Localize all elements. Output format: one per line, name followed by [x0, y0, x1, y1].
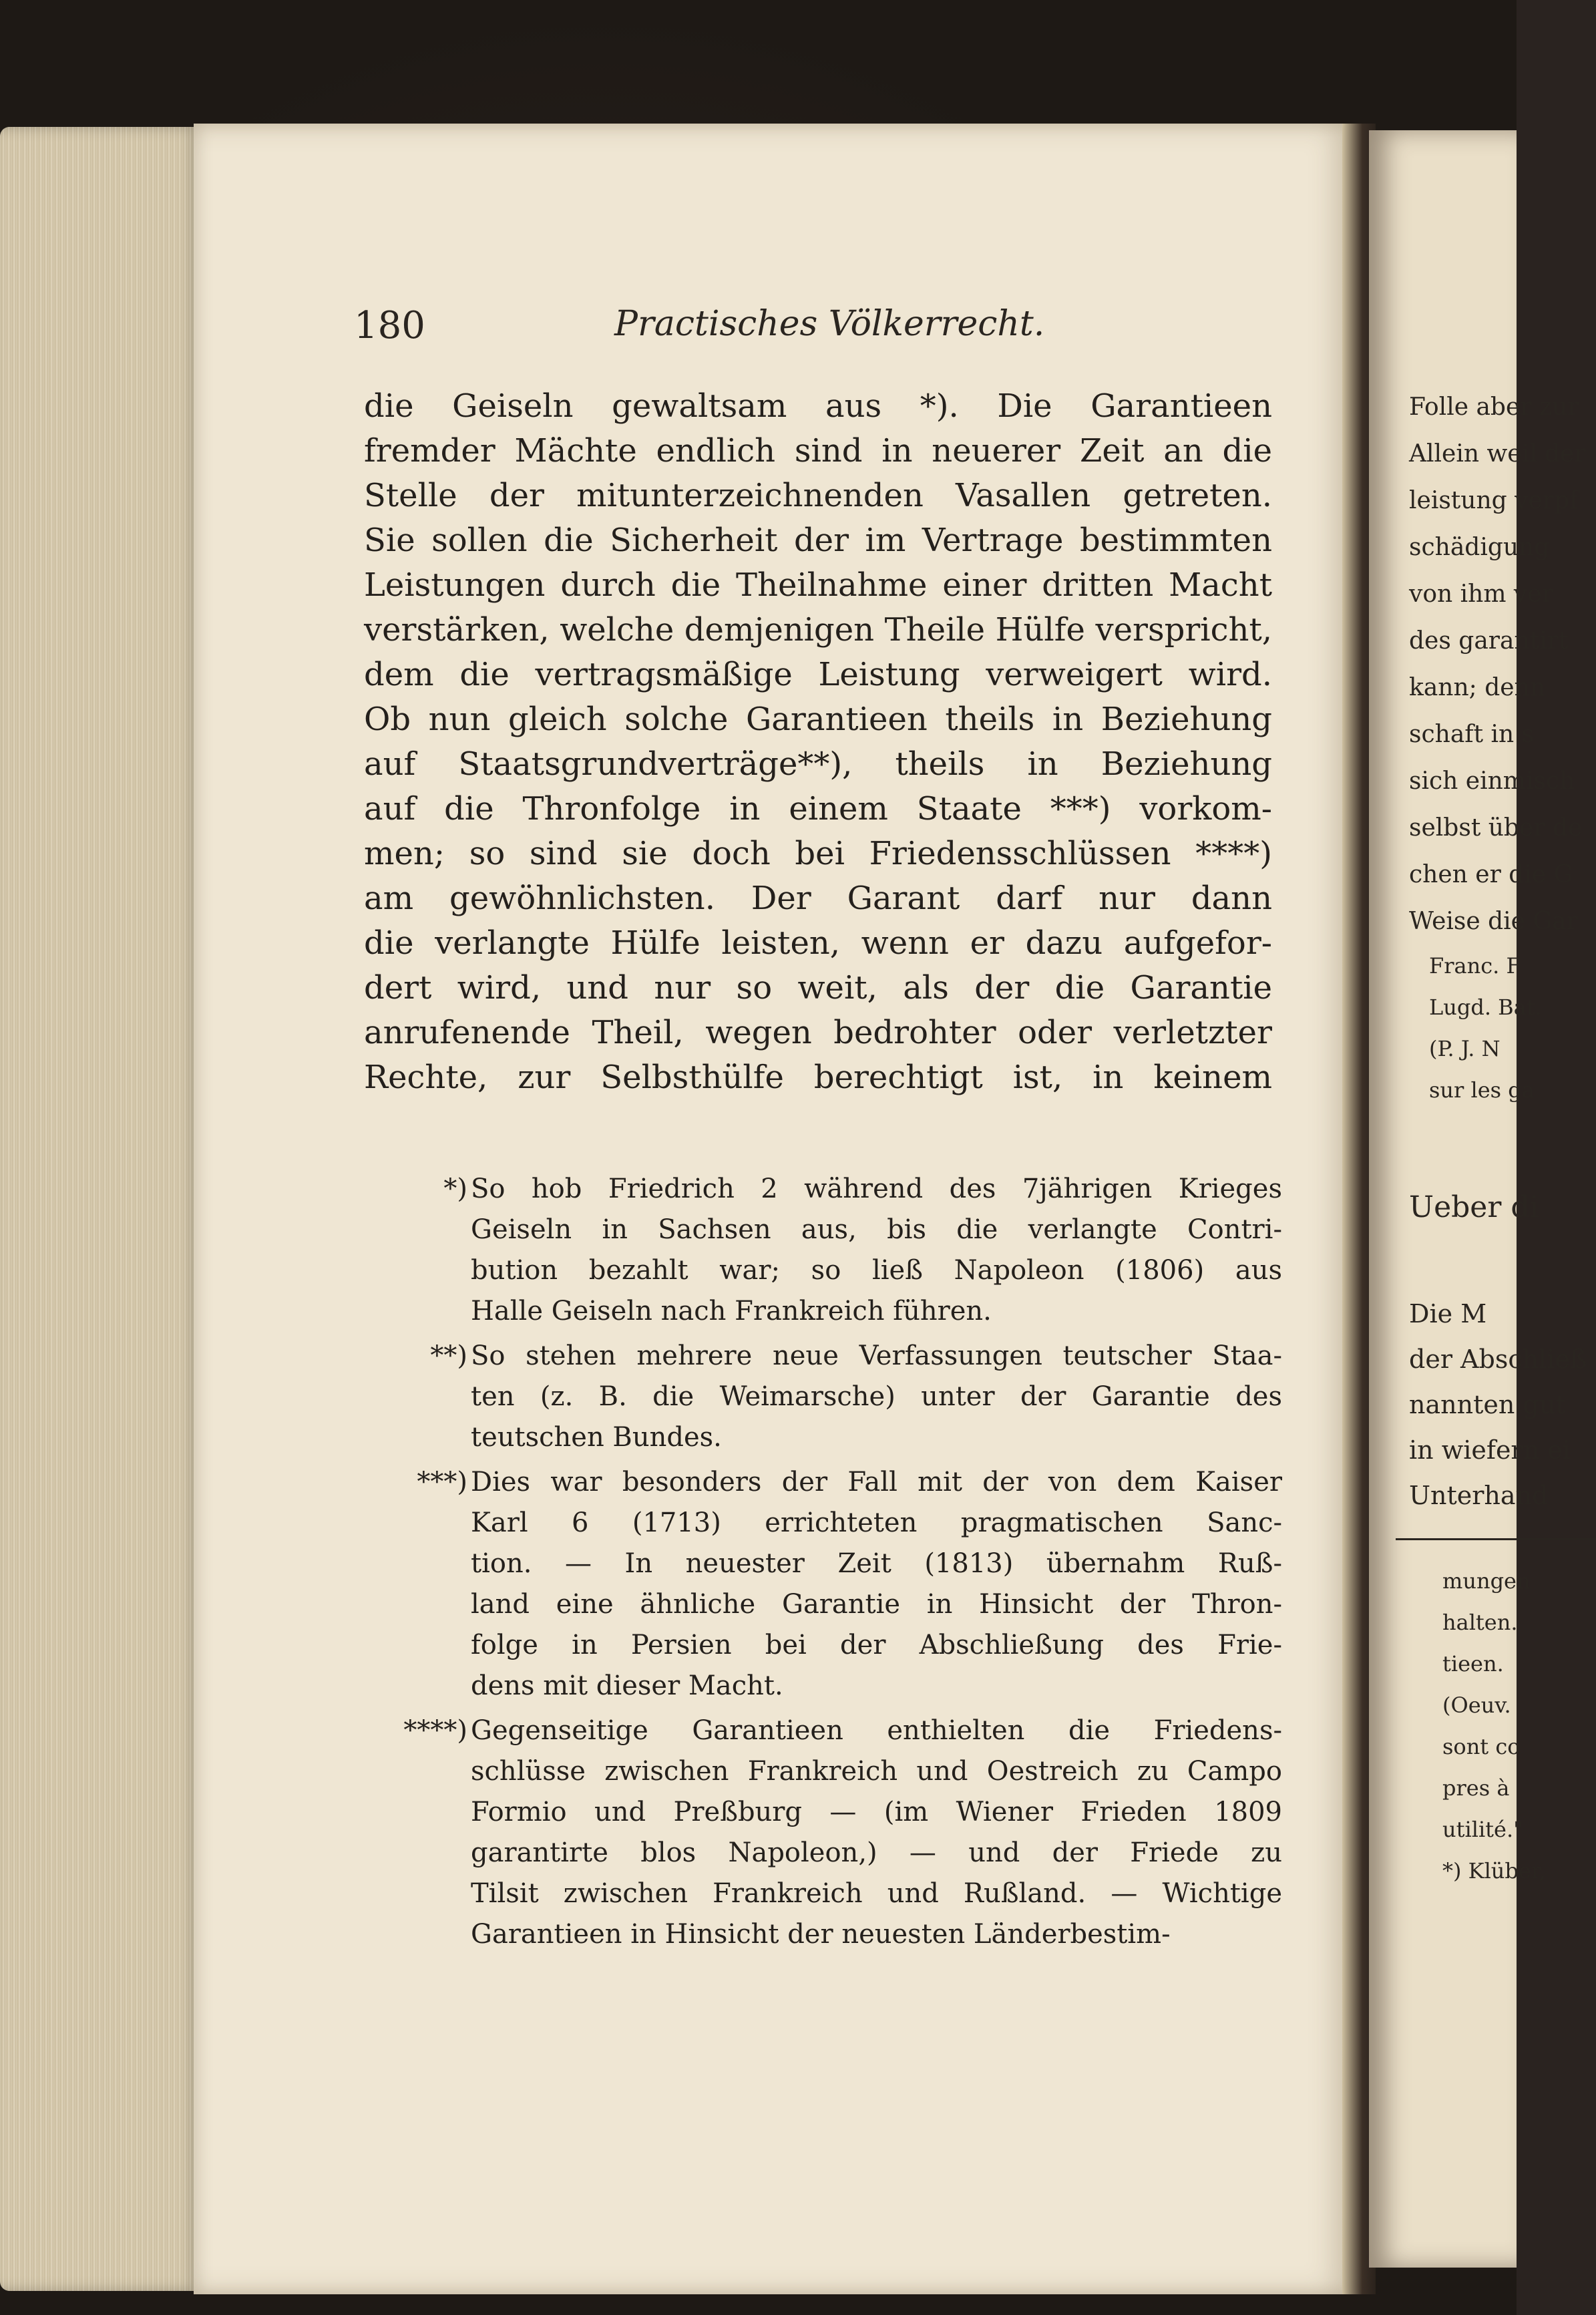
body-line: Sie sollen die Sicherheit der im Vertrage bestimmten	[364, 522, 1272, 559]
main-text	[364, 384, 1272, 1100]
facing-page-note-line: *) Klüber,	[1442, 1858, 1546, 1884]
facing-page-line: leistung verpf	[1409, 487, 1579, 514]
facing-page-note-line: pres à	[1442, 1775, 1510, 1801]
facing-page-ref-line: Lugd. Bat.	[1429, 995, 1542, 1020]
book-page-edges	[0, 127, 200, 2291]
running-title: Practisches Völkerrecht.	[614, 304, 1045, 344]
footnote-line: Geiseln in Sachsen aus, bis die verlangte Contri-	[471, 1214, 1282, 1245]
facing-page-line: schaft in s	[1409, 721, 1535, 748]
facing-page-fragment	[1369, 130, 1587, 2268]
facing-page-mid	[1369, 1291, 1587, 1518]
footnote-line: dens mit dieser Macht.	[471, 1670, 783, 1701]
facing-page-line: chen er die G	[1409, 861, 1573, 888]
facing-page-line: in wiefern ei	[1409, 1435, 1571, 1465]
body-line: am gewöhnlichsten. Der Garant darf nur dann	[364, 880, 1272, 917]
facing-page-note-line: halten.	[1442, 1610, 1518, 1635]
facing-page-heading	[1369, 1184, 1539, 1231]
footnote-line: land eine ähnliche Garantie in Hinsicht der Thron-	[471, 1589, 1282, 1620]
footnote-mark: ****)	[403, 1715, 467, 1746]
body-line: die Geiseln gewaltsam aus *). Die Garantieen	[364, 387, 1272, 425]
body-line: die verlangte Hülfe leisten, wenn er dazu aufgefor-	[364, 924, 1272, 962]
facing-page-line: sich einmisch	[1409, 767, 1575, 795]
footnote-line: folge in Persien bei der Abschließung des Frie-	[471, 1630, 1282, 1660]
footnote-mark: *)	[443, 1174, 467, 1204]
body-line: anrufenende Theil, wegen bedrohter oder verletzter	[364, 1014, 1272, 1051]
footnote-line: ten (z. B. die Weimarsche) unter der Garantie des	[471, 1381, 1282, 1412]
footnote-line: So hob Friedrich 2 während des 7jährigen Krieges	[471, 1174, 1282, 1204]
body-line: Leistungen durch die Theilnahme einer dritten Macht	[364, 566, 1272, 604]
page-header	[354, 304, 1302, 357]
facing-page-note-line: sont co	[1442, 1734, 1521, 1759]
body-line: fremder Mächte endlich sind in neuerer Zeit an die	[364, 432, 1272, 470]
facing-page-line: von ihm ver	[1409, 580, 1553, 608]
facing-page-rule	[1396, 1538, 1596, 1540]
facing-page-line: Allein weil der	[1409, 440, 1586, 468]
footnote	[374, 1462, 1282, 1707]
footnote	[374, 1336, 1282, 1458]
facing-page-refs	[1369, 945, 1542, 1111]
page-number: 180	[354, 304, 425, 347]
body-line: dem die vertragsmäßige Leistung verweigert wird.	[364, 656, 1272, 693]
body-line: verstärken, welche demjenigen Theile Hülfe verspricht,	[364, 611, 1272, 649]
body-line: Stelle der mitunterzeichnenden Vasallen getreten.	[364, 477, 1272, 514]
footnote-line: Gegenseitige Garantieen enthielten die Friedens-	[471, 1715, 1282, 1746]
footnote-line: teutschen Bundes.	[471, 1422, 722, 1453]
body-line: auf die Thronfolge in einem Staate ***) vorkom-	[364, 790, 1272, 828]
footnotes	[374, 1169, 1282, 1959]
facing-page-note-line: mungen	[1442, 1568, 1531, 1594]
footnote-line: Karl 6 (1713) errichteten pragmatischen Sanc-	[471, 1507, 1282, 1538]
facing-page-ref-line: sur les ga	[1429, 1077, 1535, 1103]
body-line: men; so sind sie doch bei Friedensschlüssen ****)	[364, 835, 1272, 872]
footnote-line: Tilsit zwischen Frankreich und Rußland. — Wichtige	[471, 1878, 1282, 1909]
footnote-line: Halle Geiseln nach Frankreich führen.	[471, 1296, 992, 1326]
facing-page-line: der Abschließ	[1409, 1345, 1587, 1374]
facing-page-note-line: utilité."	[1442, 1817, 1523, 1842]
footnote-line: schlüsse zwischen Frankreich und Oestreich zu Campo	[471, 1756, 1282, 1787]
facing-page-line: schädigung	[1409, 534, 1550, 561]
footnote	[374, 1169, 1282, 1332]
footnote-mark: ***)	[417, 1467, 467, 1497]
facing-page-line: des garantirt	[1409, 627, 1569, 655]
footnote-line: So stehen mehrere neue Verfassungen teutscher Staa-	[471, 1341, 1282, 1371]
footnote-line: bution bezahlt war; so ließ Napoleon (1806) aus	[471, 1255, 1282, 1286]
facing-page-heading-text: Ueber di	[1409, 1190, 1539, 1224]
footnote	[374, 1711, 1282, 1955]
facing-page-line: Die M	[1409, 1299, 1487, 1328]
facing-page-top	[1369, 384, 1586, 945]
facing-page-notes	[1369, 1560, 1546, 1892]
footnote-line: garantirte blos Napoleon,) — und der Friede zu	[471, 1837, 1282, 1868]
facing-page-ref-line: (P. J. N	[1429, 1036, 1501, 1061]
body-line: auf Staatsgrundverträge**), theils in Beziehung	[364, 745, 1272, 783]
facing-page-line: Folle aber zur	[1409, 393, 1579, 421]
facing-page-line: Unterhand	[1409, 1481, 1549, 1510]
facing-page-line: Weise die Gar	[1409, 908, 1578, 935]
facing-page-ref-line: Franc. F	[1429, 953, 1521, 978]
body-line: Ob nun gleich solche Garantieen theils in Beziehung	[364, 701, 1272, 738]
footnote-mark: **)	[430, 1341, 467, 1371]
facing-page-line: kann; denn	[1409, 674, 1545, 701]
body-line: dert wird, und nur so weit, als der die Garantie	[364, 969, 1272, 1007]
footnote-line: Formio und Preßburg — (im Wiener Frieden 1809	[471, 1797, 1282, 1827]
footnote-line: Garantieen in Hinsicht der neuesten Länderbestim-	[471, 1919, 1171, 1950]
footnote-line: tion. — In neuester Zeit (1813) übernahm Ruß-	[471, 1548, 1282, 1579]
body-line: Rechte, zur Selbsthülfe berechtigt ist, in keinem	[364, 1059, 1272, 1096]
facing-page-note-line: (Oeuv.	[1442, 1693, 1511, 1718]
facing-page-note-line: tieen.	[1442, 1651, 1504, 1676]
footnote-line: Dies war besonders der Fall mit der von dem Kaiser	[471, 1467, 1282, 1497]
facing-page-line: selbst über de	[1409, 814, 1583, 842]
facing-page-line: nannten gut	[1409, 1390, 1566, 1419]
